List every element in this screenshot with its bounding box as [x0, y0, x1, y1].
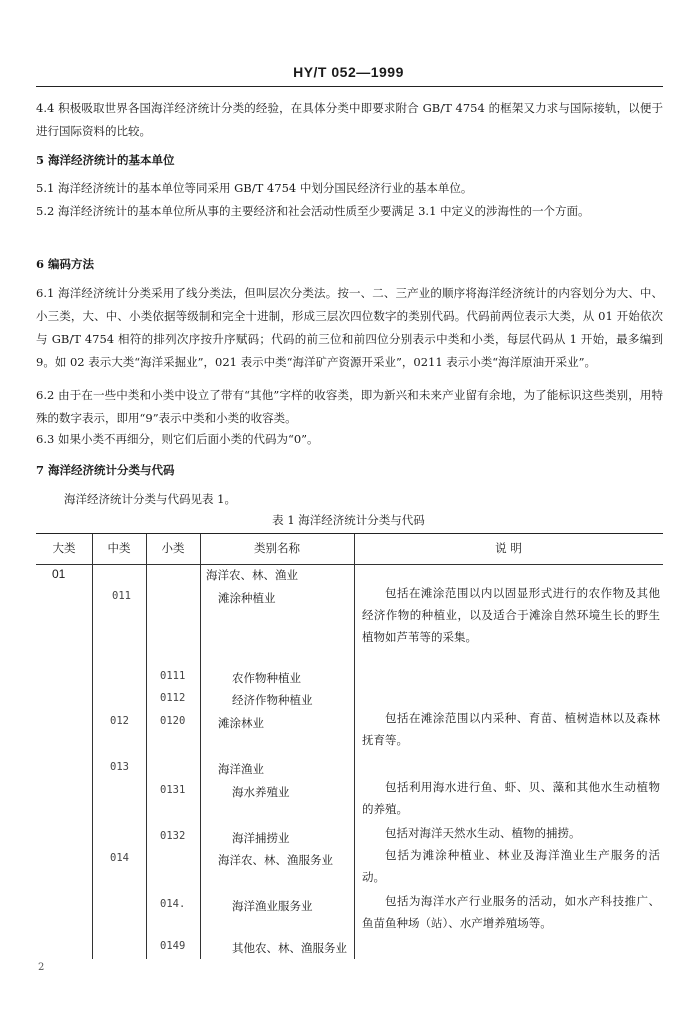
cell-minor: 0131: [160, 784, 186, 796]
col-header-name: 类别名称: [254, 541, 300, 555]
header-rule: [36, 86, 663, 87]
col-header-mid: 中类: [107, 541, 131, 555]
col-rule: [92, 534, 93, 959]
cell-name: 农作物种植业: [232, 671, 301, 685]
cell-desc: 包括在滩涂范围以内采种、育苗、植树造林以及森林抚育等。: [362, 711, 660, 747]
cell-name: 滩涂林业: [218, 716, 264, 730]
col-header-major: 大类: [52, 541, 76, 555]
cell-minor: 014.: [160, 898, 186, 910]
cell-name: 经济作物种植业: [232, 693, 313, 707]
col-rule: [146, 534, 147, 959]
clause-4-4: 4.4 积极吸取世界各国海洋经济统计分类的经验，在具体分类中即要求附合 GB/T 4754 的框架又力求与国际接轨，以便于进行国际资料的比较。: [36, 101, 663, 138]
cell-desc: 包括利用海水进行鱼、虾、贝、藻和其他水生动植物的养殖。: [362, 780, 660, 816]
cell-minor: 0149: [160, 940, 186, 952]
cell-name: 海洋捕捞业: [232, 831, 290, 845]
col-header-minor: 小类: [161, 541, 185, 555]
clause-6-3: 6.3 如果小类不再细分，则它们后面小类的代码为“0”。: [36, 432, 319, 446]
header-rule-row: [36, 564, 663, 565]
table-caption: 表 1 海洋经济统计分类与代码: [272, 513, 425, 527]
col-rule: [354, 534, 355, 959]
running-header: HY/T 052—1999: [293, 64, 404, 80]
cell-minor: 0120: [160, 715, 186, 727]
cell-minor: 0132: [160, 830, 186, 842]
cell-desc: 包括在滩涂范围以内以固显形式进行的农作物及其他经济作物的种植业，以及适合于滩涂自然环境生长的野生植物如芦苇等的采集。: [362, 586, 660, 644]
cell-minor: 0112: [160, 692, 186, 704]
cell-name: 海洋渔业: [218, 762, 264, 776]
page-number: 2: [38, 962, 45, 973]
cell-desc: 包括为滩涂种植业、林业及海洋渔业生产服务的活动。: [362, 848, 660, 884]
cell-major: 01: [52, 567, 66, 581]
clause-5-2: 5.2 海洋经济统计的基本单位所从事的主要经济和社会活动性质至少要满足 3.1 中定义的涉海性的一个方面。: [36, 204, 590, 218]
cell-desc: 包括对海洋天然水生动、植物的捕捞。: [385, 826, 581, 840]
cell-mid: 012: [110, 715, 129, 727]
cell-desc: 包括为海洋水产行业服务的活动，如水产科技推广、鱼苗鱼种场（站）、水产增养殖场等。: [362, 894, 660, 930]
section-7-heading: 7 海洋经济统计分类与代码: [36, 463, 175, 477]
cell-name: 海洋渔业服务业: [232, 899, 313, 913]
clause-6-1: 6.1 海洋经济统计分类采用了线分类法，但叫层次分类法。按一、二、三产业的顺序将海洋经济统计的内容划分为大、中、小三类，大、中、小类依据等级制和完全十进制，形成三层次四位数字的类别代码。代码前两位表示大类，从 01 开始依次与 GB/T 4754 相符的排列次序按升序赋码；代码的前三位和前四位分别表示中类和小类，每层代码从 1 开始，最多编到 9。如 02 表示大类“海洋采掘业”，021 表示中类“海洋矿产资源开采业”，0211 表示小类“海洋原油开采业”。: [36, 286, 663, 369]
cell-mid: 013: [110, 761, 129, 773]
col-header-desc: 说 明: [495, 541, 522, 555]
cell-name: 海洋农、林、渔业: [206, 568, 298, 582]
col-rule: [200, 534, 201, 959]
cell-name: 海洋农、林、渔服务业: [218, 853, 333, 867]
section-5-heading: 5 海洋经济统计的基本单位: [36, 153, 175, 167]
clause-6-2: 6.2 由于在一些中类和小类中设立了带有“其他”字样的收容类，即为新兴和未来产业留有余地，为了能标识这些类别，用特殊的数字表示，即用“9”表示中类和小类的收容类。: [36, 388, 663, 425]
table-intro: 海洋经济统计分类与代码见表 1。: [64, 492, 236, 506]
cell-mid: 014: [110, 852, 129, 864]
cell-mid: 011: [112, 590, 131, 602]
cell-name: 海水养殖业: [232, 785, 290, 799]
classification-table: [36, 533, 663, 959]
cell-minor: 0111: [160, 670, 186, 682]
cell-name: 滩涂种植业: [218, 591, 276, 605]
cell-name: 其他农、林、渔服务业: [232, 941, 347, 955]
clause-5-1: 5.1 海洋经济统计的基本单位等同采用 GB/T 4754 中划分国民经济行业的基本单位。: [36, 181, 473, 195]
section-6-heading: 6 编码方法: [36, 257, 95, 271]
